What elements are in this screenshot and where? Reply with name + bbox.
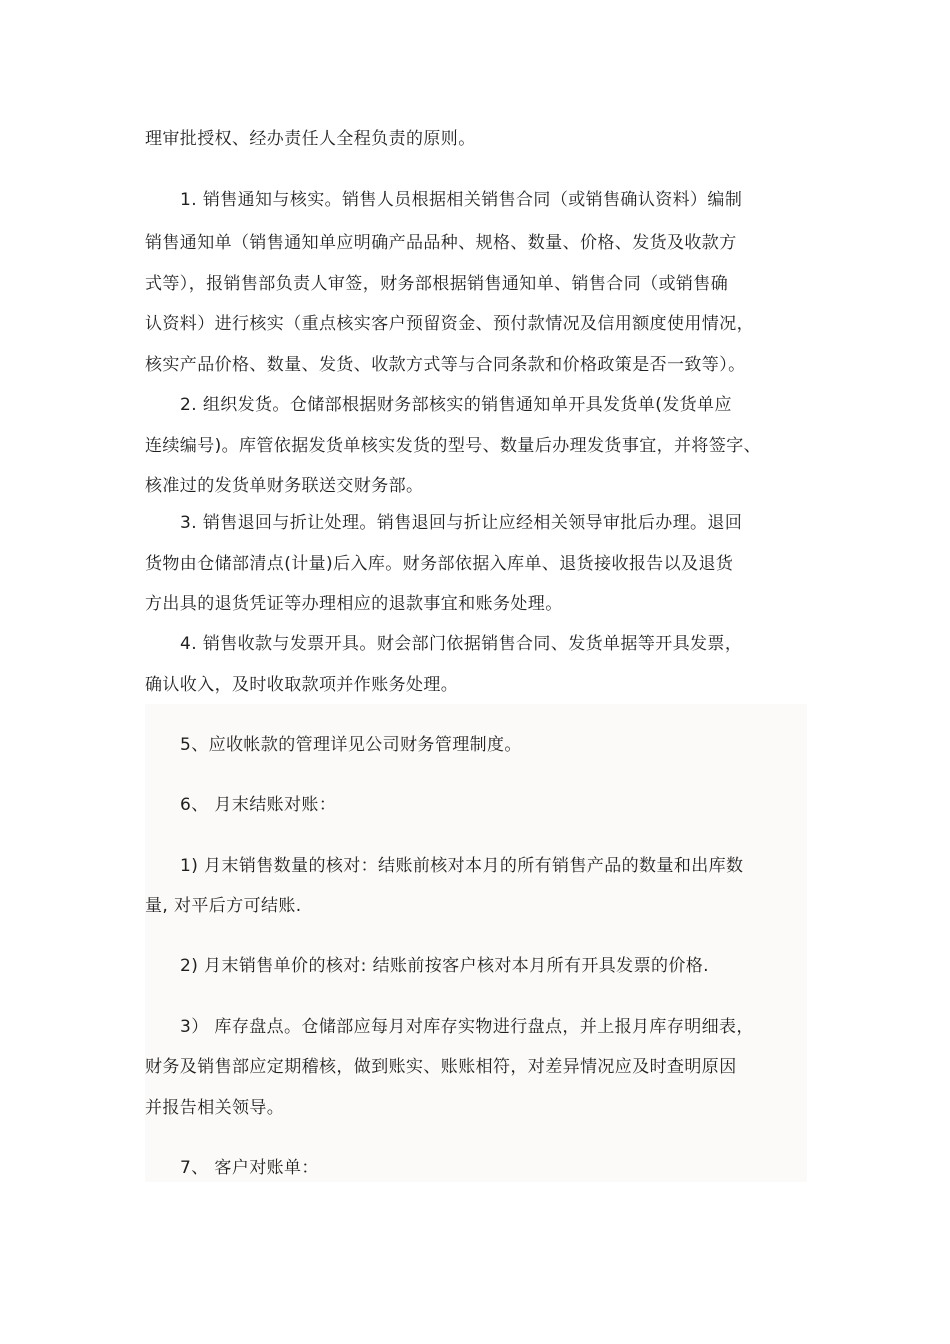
text-line: 6、 月末结账对账： [180, 795, 337, 815]
text-line: 理审批授权、经办责任人全程负责的原则。 [145, 129, 476, 149]
text-line: 并报告相关领导。 [145, 1098, 285, 1118]
text-line: 7、 客户对账单： [180, 1158, 319, 1178]
text-line: 1) 月末销售数量的核对：结账前核对本月的所有销售产品的数量和出库数 [180, 856, 744, 876]
text-line: 3） 库存盘点。仓储部应每月对库存实物进行盘点，并上报月库存明细表， [180, 1017, 754, 1037]
text-line: 货物由仓储部清点(计量)后入库。财务部依据入库单、退货接收报告以及退货 [145, 554, 734, 574]
text-line: 连续编号)。库管依据发货单核实发货的型号、数量后办理发货事宜，并将签字、 [145, 436, 762, 456]
text-line: 销售通知单（销售通知单应明确产品品种、规格、数量、价格、发货及收款方 [145, 233, 737, 253]
text-line: 1. 销售通知与核实。销售人员根据相关销售合同（或销售确认资料）编制 [180, 190, 743, 210]
text-line: 3. 销售退回与折让处理。销售退回与折让应经相关领导审批后办理。退回 [180, 513, 743, 533]
text-line: 核准过的发货单财务联送交财务部。 [145, 476, 424, 496]
text-line: 5、应收帐款的管理详见公司财务管理制度。 [180, 735, 522, 755]
text-line: 式等），报销售部负责人审签，财务部根据销售通知单、销售合同（或销售确 [145, 274, 729, 294]
text-line: 财务及销售部应定期稽核，做到账实、账账相符，对差异情况应及时查明原因 [145, 1057, 737, 1077]
text-line: 方出具的退货凭证等办理相应的退款事宜和账务处理。 [145, 594, 563, 614]
text-line: 认资料）进行核实（重点核实客户预留资金、预付款情况及信用额度使用情况， [145, 314, 754, 334]
text-line: 2) 月末销售单价的核对: 结账前按客户核对本月所有开具发票的价格. [180, 956, 709, 976]
text-line: 量, 对平后方可结账. [145, 896, 302, 916]
text-line: 核实产品价格、数量、发货、收款方式等与合同条款和价格政策是否一致等）。 [145, 355, 746, 375]
text-line: 4. 销售收款与发票开具。财会部门依据销售合同、发货单据等开具发票， [180, 634, 743, 654]
text-line: 确认收入，及时收取款项并作账务处理。 [145, 675, 459, 695]
text-line: 2. 组织发货。仓储部根据财务部核实的销售通知单开具发货单(发货单应 [180, 395, 732, 415]
